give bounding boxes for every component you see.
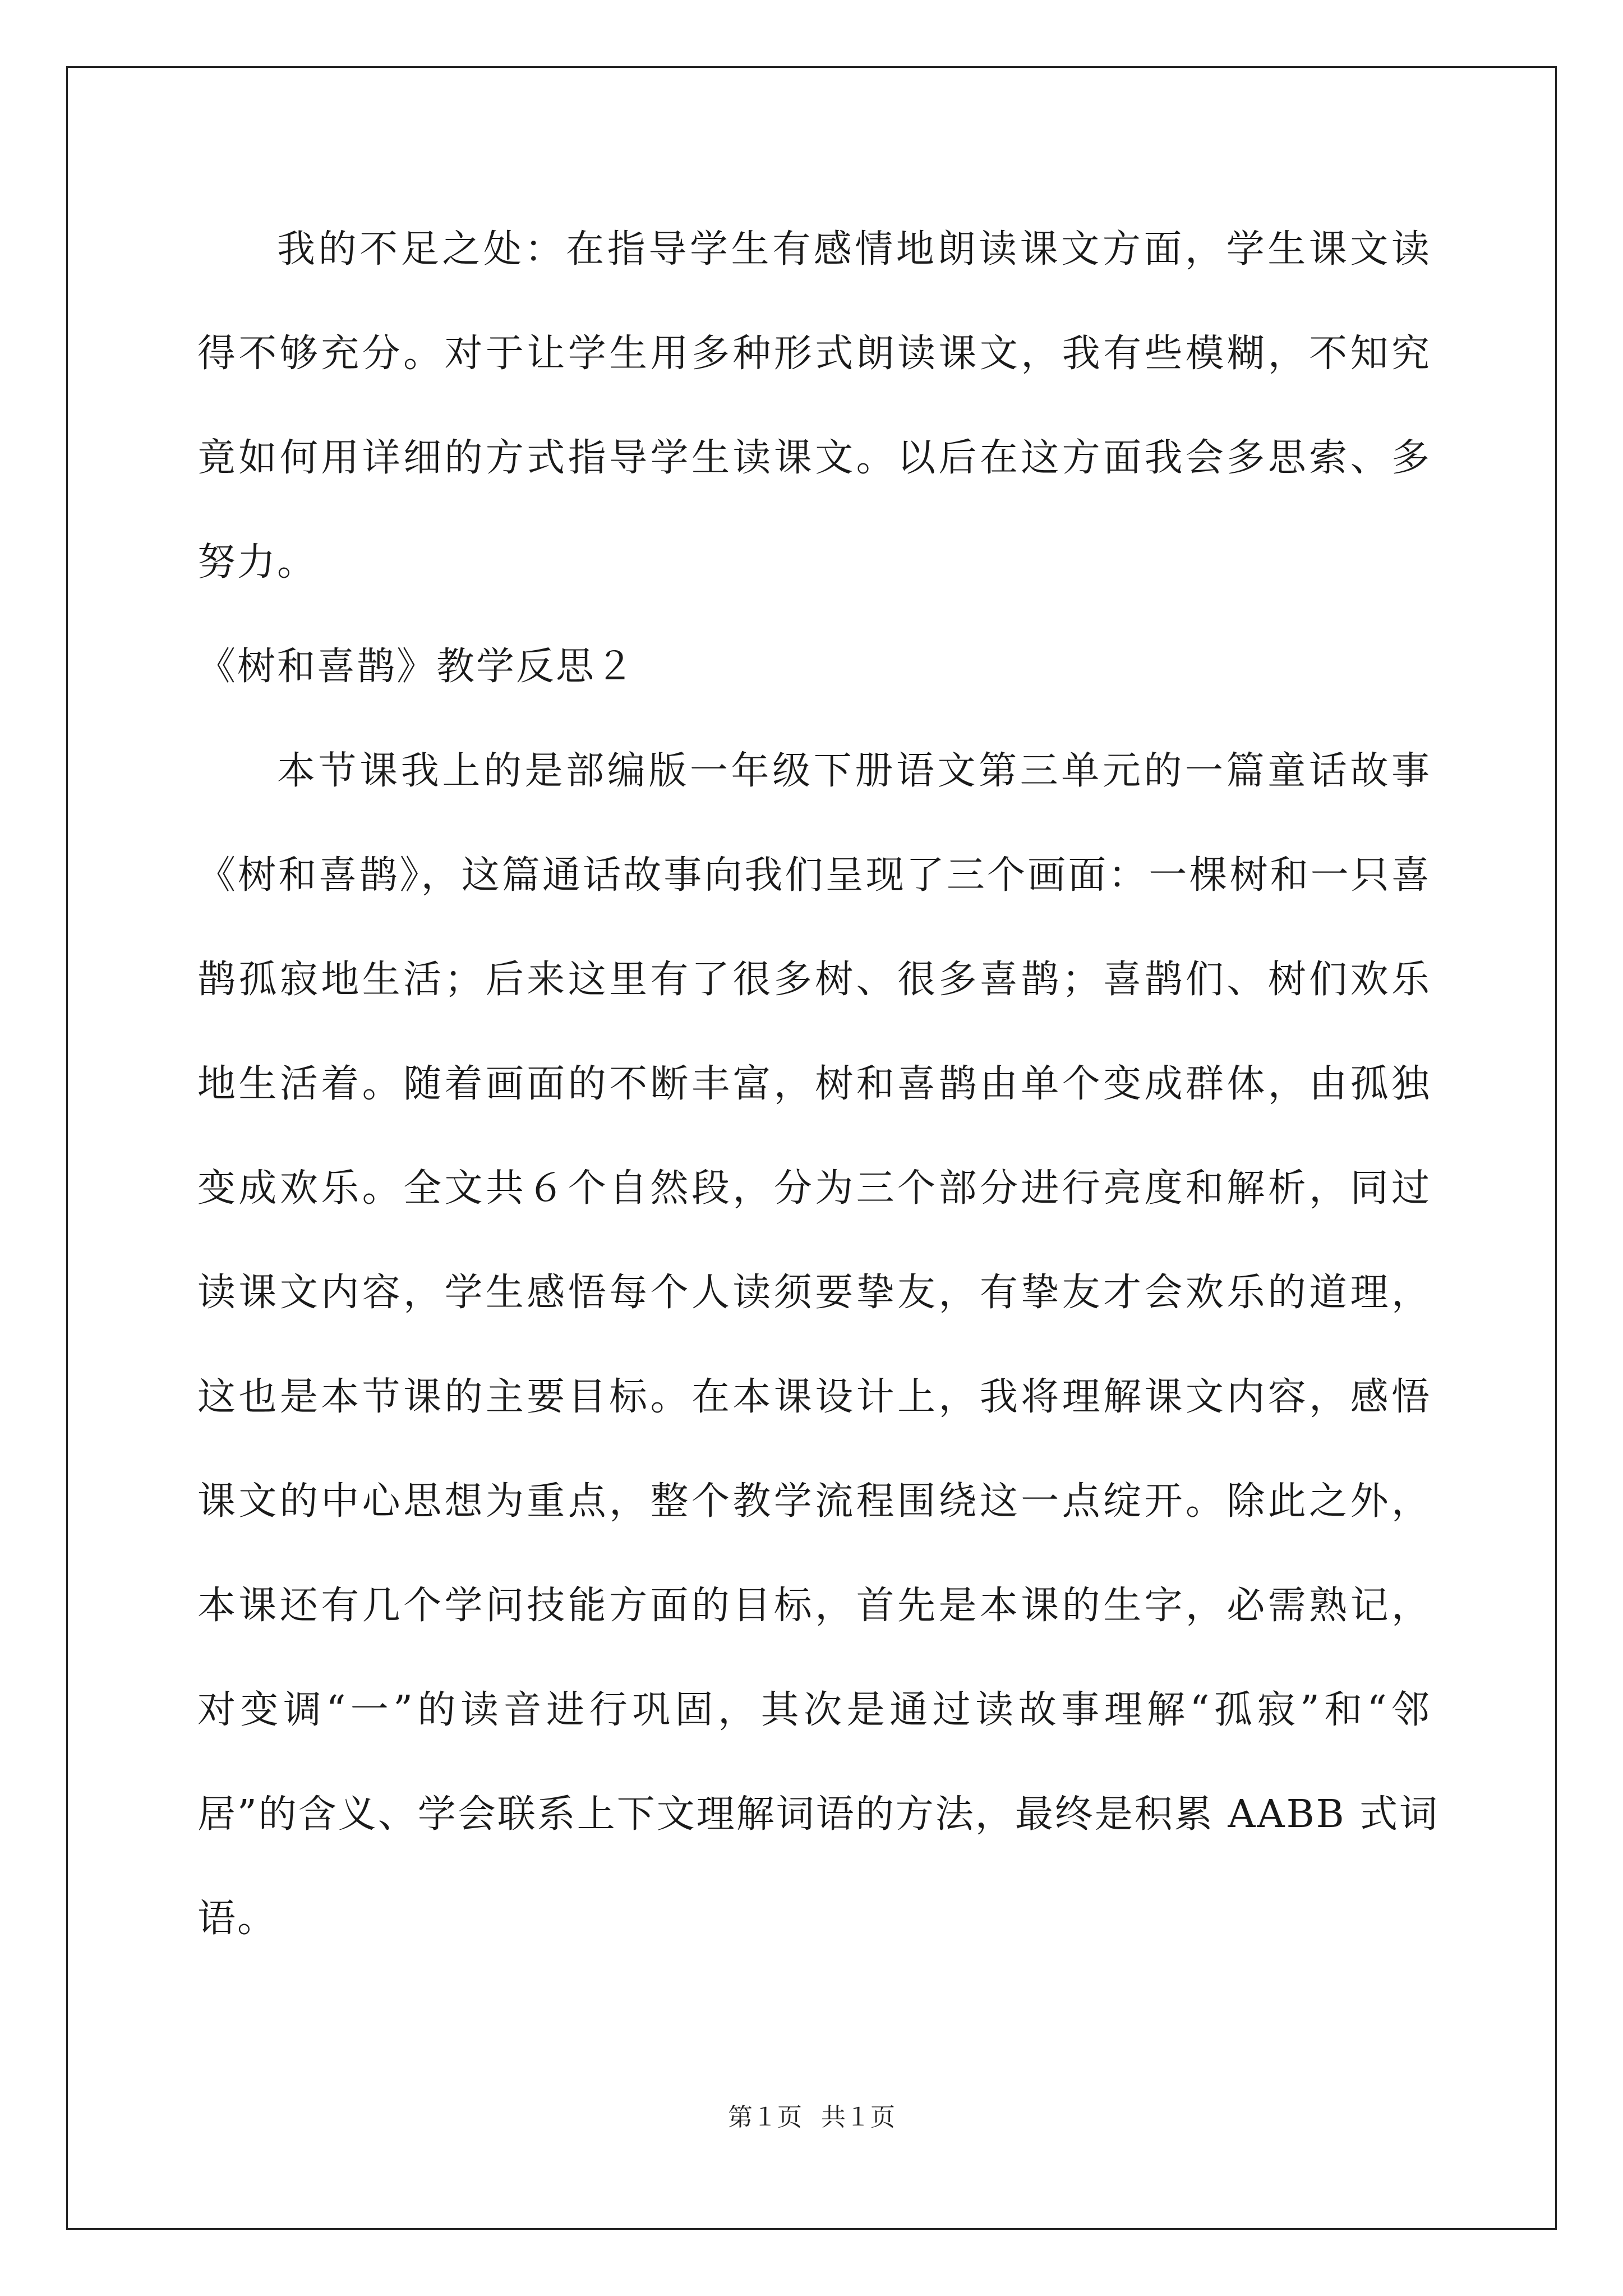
- paragraph-line: 读课文内容，学生感悟每个人读须要挚友，有挚友才会欢乐的道理，: [197, 1271, 1431, 1315]
- paragraph-line: 对变调“一”的读音进行巩固，其次是通过读故事理解“孤寂”和“邻: [197, 1688, 1431, 1732]
- paragraph-line: 变成欢乐。全文共６个自然段，分为三个部分进行亮度和解析，同过: [197, 1166, 1431, 1211]
- paragraph-line: 竟如何用详细的方式指导学生读课文。以后在这方面我会多思索、多: [197, 436, 1431, 480]
- paragraph-line: 我的不足之处：在指导学生有感情地朗读课文方面，学生课文读: [277, 227, 1431, 272]
- paragraph-line: 这也是本节课的主要目标。在本课设计上，我将理解课文内容，感悟: [197, 1375, 1431, 1419]
- paragraph-line: 本节课我上的是部编版一年级下册语文第三单元的一篇童话故事: [277, 749, 1431, 793]
- page-footer: [0, 2101, 1623, 2134]
- paragraph-line: 本课还有几个学问技能方面的目标，首先是本课的生字，必需熟记，: [197, 1584, 1431, 1628]
- paragraph-line: 《树和喜鹊》，这篇通话故事向我们呈现了三个画面：一棵树和一只喜: [197, 853, 1431, 898]
- paragraph-line: 课文的中心思想为重点，整个教学流程围绕这一点绽开。除此之外，: [197, 1479, 1431, 1524]
- page-total: 共１页: [821, 2103, 895, 2132]
- section-heading: 《树和喜鹊》教学反思２: [197, 645, 636, 689]
- paragraph-line: 居”的含义、学会联系上下文理解词语的方法，最终是积累 AABB 式词: [197, 1792, 1440, 1837]
- page-number: 第１页: [728, 2103, 802, 2132]
- paragraph-line: 鹊孤寂地生活；后来这里有了很多树、很多喜鹊；喜鹊们、树们欢乐: [197, 958, 1431, 1002]
- paragraph-line: 努力。: [197, 540, 317, 585]
- paragraph-line: 语。: [197, 1897, 278, 1941]
- paragraph-line: 地生活着。随着画面的不断丰富，树和喜鹊由单个变成群体，由孤独: [197, 1062, 1431, 1106]
- paragraph-line: 得不够充分。对于让学生用多种形式朗读课文，我有些模糊，不知究: [197, 332, 1431, 376]
- document-body: [197, 216, 1440, 1990]
